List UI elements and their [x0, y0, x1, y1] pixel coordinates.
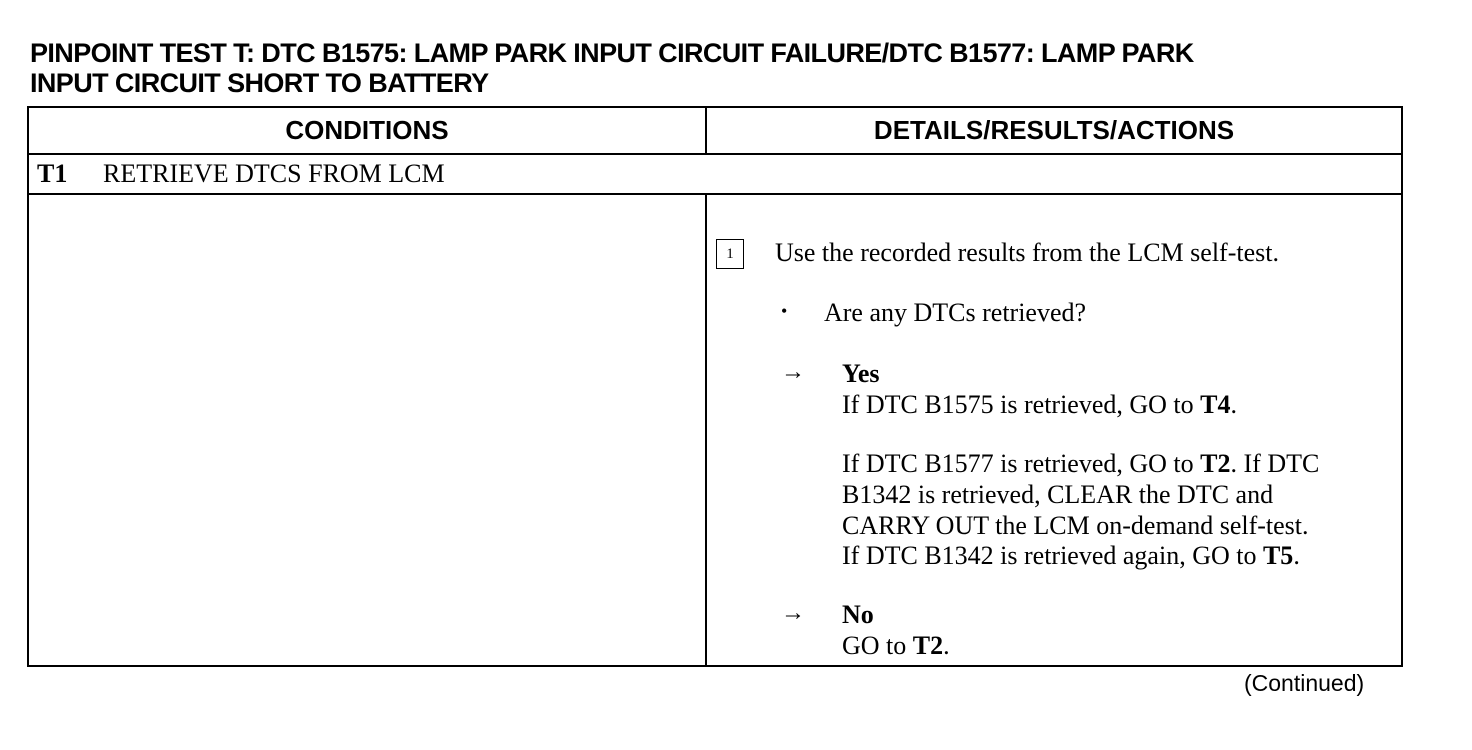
pinpoint-test-table	[27, 106, 1403, 667]
no-action-end: .	[943, 631, 950, 660]
substep-number-box: 1	[716, 239, 744, 269]
goto-ref-t5: T5	[1262, 541, 1294, 570]
bullet-icon: •	[781, 301, 788, 321]
step-row-bottom-rule	[29, 193, 1401, 195]
yes-line-1-text: If DTC B1575 is retrieved, GO to	[842, 390, 1201, 419]
body-divider	[705, 195, 707, 665]
yes-line-2-end: . If DTC	[1230, 449, 1320, 478]
no-action-text: GO to	[842, 631, 913, 660]
yes-label: Yes	[842, 359, 880, 388]
yes-action-line-5	[842, 541, 1300, 571]
goto-ref-t2: T2	[1200, 449, 1231, 478]
no-arrow-icon: →	[781, 600, 805, 626]
no-action	[842, 631, 950, 661]
no-label: No	[842, 600, 874, 629]
title-line-1: PINPOINT TEST T: DTC B1575: LAMP PARK INPUT CIRCUIT FAILURE/DTC B1577: LAMP PARK	[30, 38, 1194, 68]
yes-action-line-4: CARRY OUT the LCM on-demand self-test.	[842, 511, 1309, 540]
question-text: Are any DTCs retrieved?	[824, 298, 1087, 327]
yes-action-line-3: B1342 is retrieved, CLEAR the DTC and	[842, 480, 1274, 509]
step-row	[29, 155, 1401, 193]
goto-ref-t4: T4	[1200, 390, 1231, 419]
step-id: T1	[37, 159, 68, 188]
yes-action-line-2	[842, 449, 1319, 479]
details-header: DETAILS/RESULTS/ACTIONS	[873, 115, 1235, 145]
title-line-2: INPUT CIRCUIT SHORT TO BATTERY	[30, 68, 489, 98]
yes-line-2-text: If DTC B1577 is retrieved, GO to	[842, 449, 1201, 478]
yes-action-line-1	[842, 390, 1237, 420]
goto-ref-t2-no: T2	[912, 631, 944, 660]
header-divider	[705, 108, 707, 153]
conditions-header: CONDITIONS	[285, 115, 449, 145]
yes-arrow-icon: →	[781, 359, 805, 385]
continued-label: (Continued)	[1244, 670, 1365, 696]
yes-line-5-text: If DTC B1342 is retrieved again, GO to	[842, 541, 1263, 570]
page-title	[30, 38, 1430, 98]
substep-instruction: Use the recorded results from the LCM self-test.	[775, 238, 1279, 267]
yes-line-1-end: .	[1230, 390, 1238, 419]
yes-line-5-end: .	[1293, 541, 1300, 570]
step-title: RETRIEVE DTCS FROM LCM	[103, 159, 445, 188]
